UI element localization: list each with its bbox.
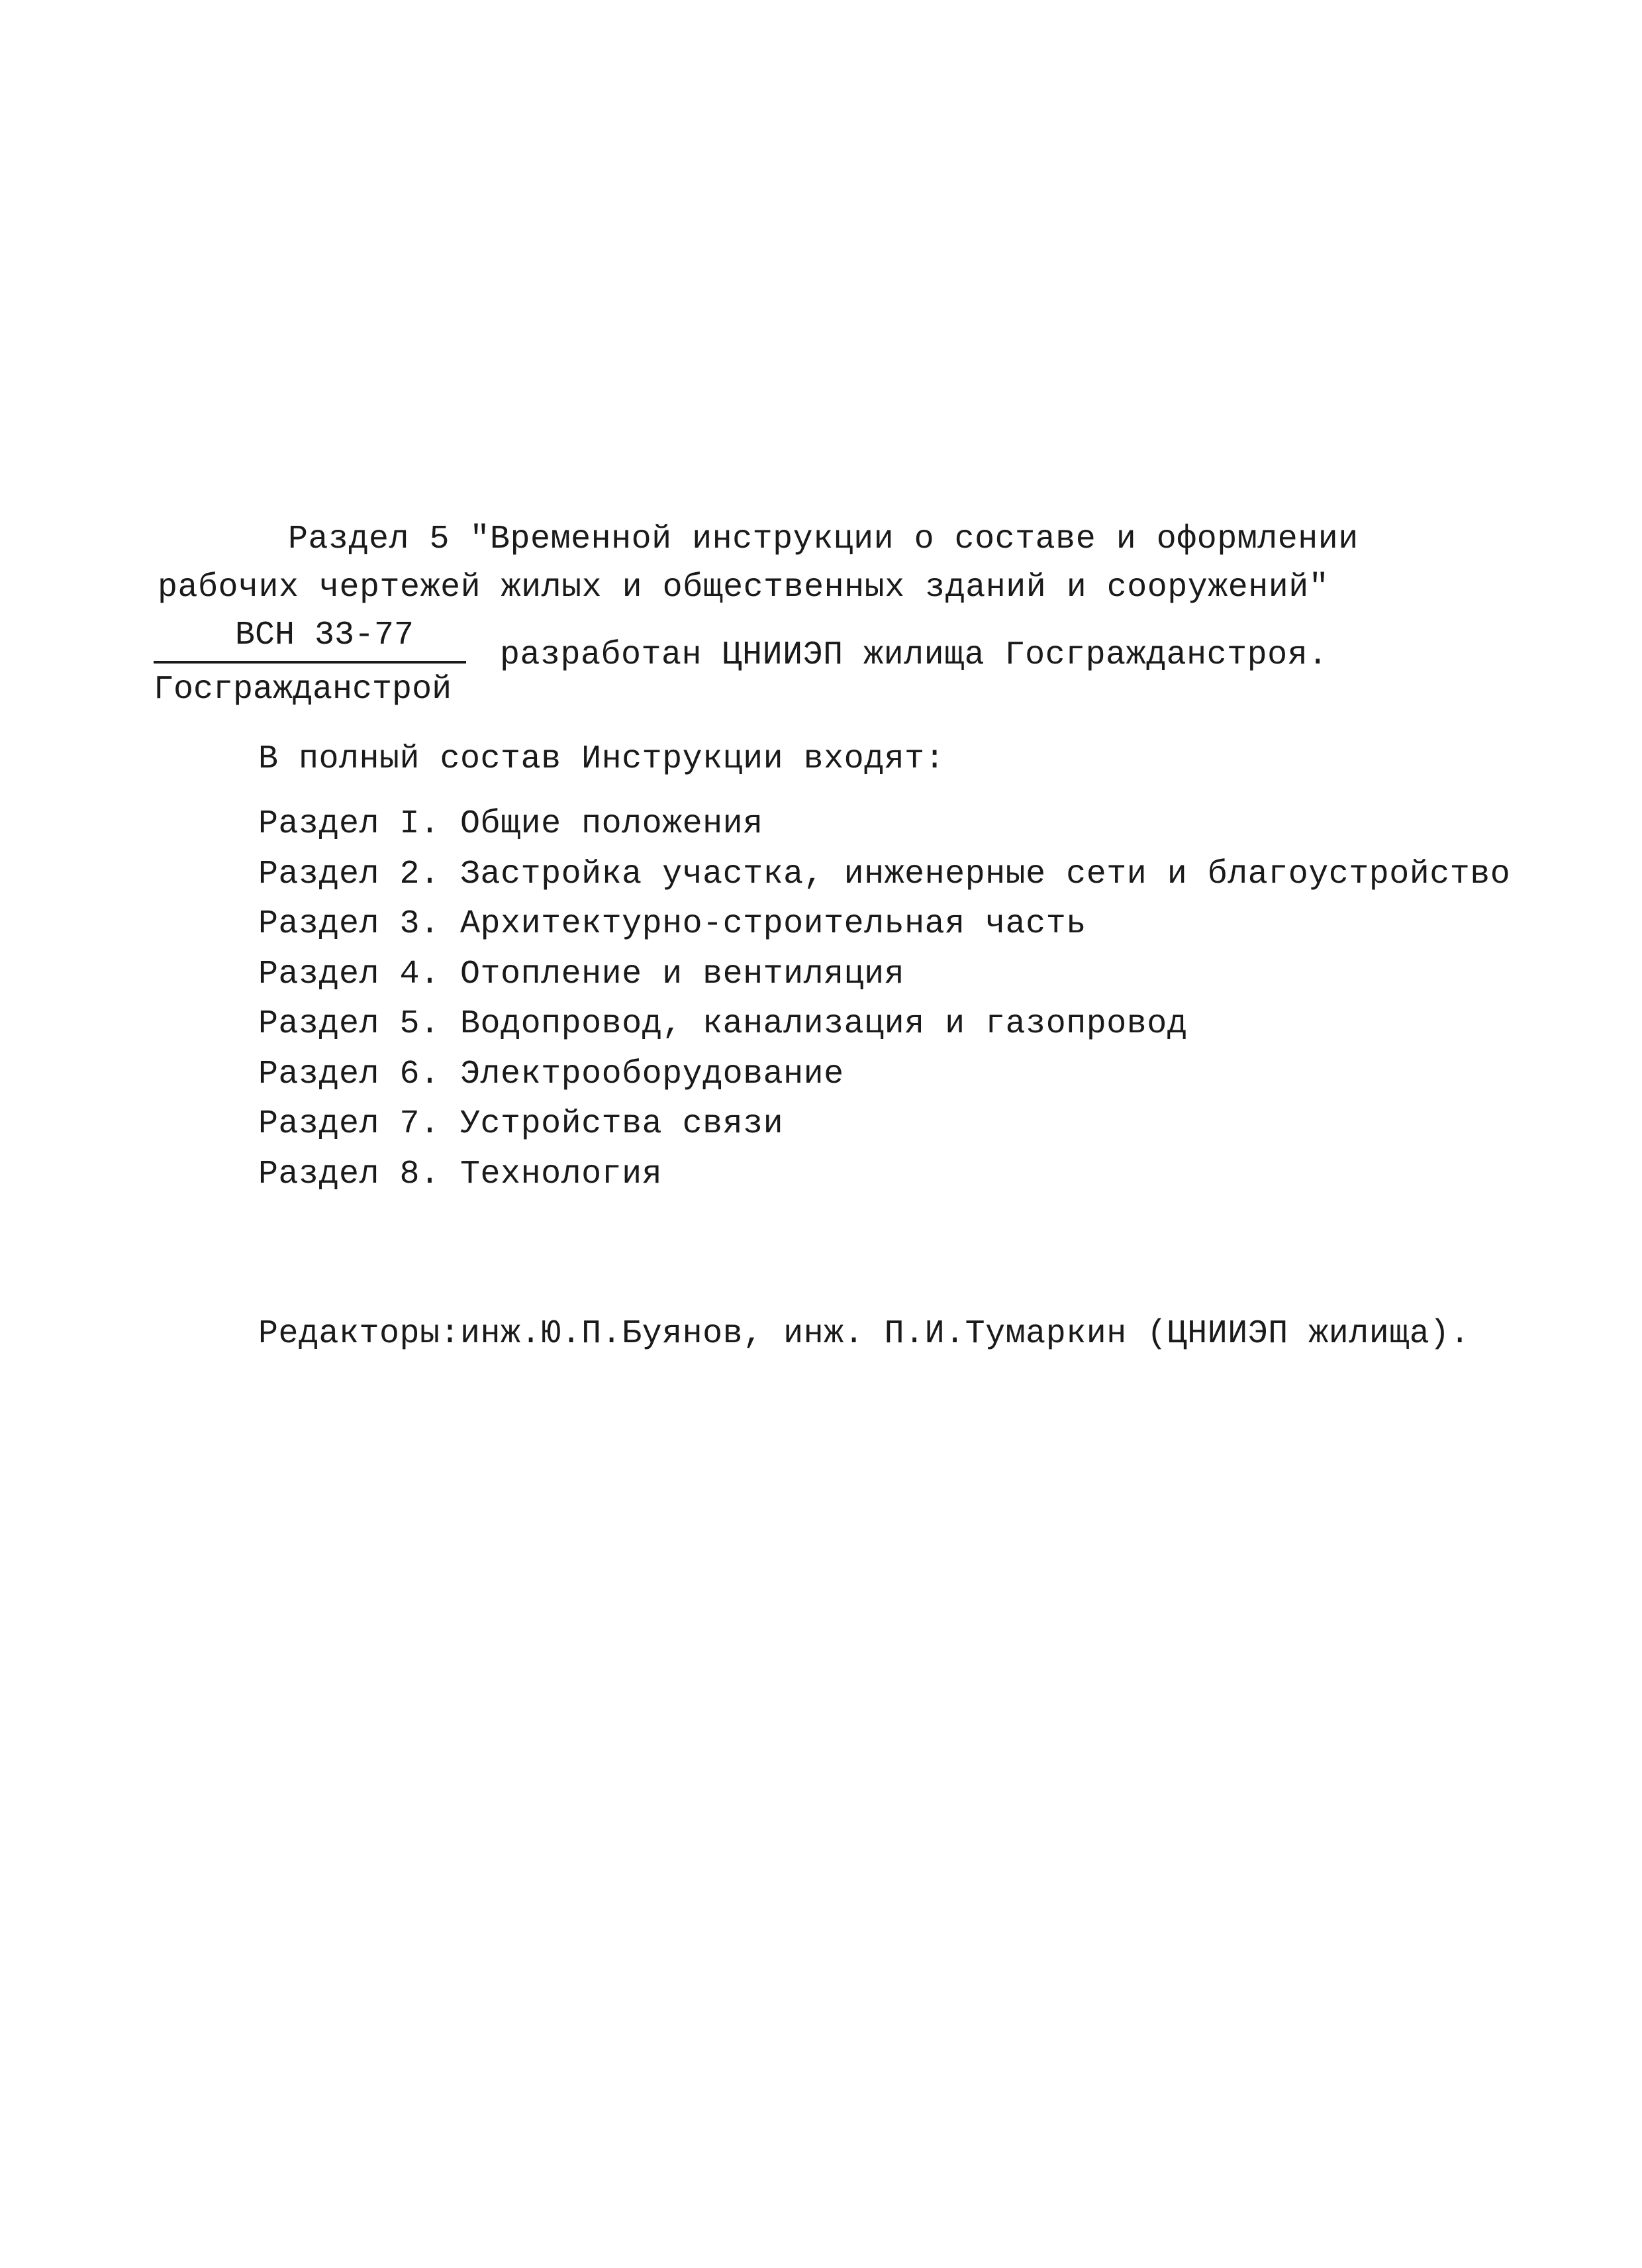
developed-by-text: разработан ЦНИИЭП жилища Госгражданстроя. xyxy=(500,636,1328,674)
sections-list xyxy=(258,799,1510,1199)
section-item: Раздел I. Общие положения xyxy=(258,805,763,843)
code-denominator: Госгражданстрой xyxy=(154,671,452,709)
fraction-rule xyxy=(154,661,466,664)
section-item: Раздел 6. Электрооборудование xyxy=(258,1055,844,1093)
intro-line-2: рабочих чертежей жилых и общественных зданий и сооружений" xyxy=(158,569,1329,607)
composition-title: В полный состав Инструкции входят: xyxy=(258,740,945,778)
section-item: Раздел 4. Отопление и вентиляция xyxy=(258,955,905,993)
intro-line-1: Раздел 5 "Временной инструкции о составе и оформлении xyxy=(288,520,1359,558)
section-item: Раздел 2. Застройка участка, инженерные сети и благоустройство xyxy=(258,855,1511,893)
editors-text: Редакторы:инж.Ю.П.Буянов, инж. П.И.Тумаркин (ЦНИИЭП жилища). xyxy=(258,1315,1471,1353)
section-item: Раздел 8. Технология xyxy=(258,1155,663,1193)
section-item: Раздел 3. Архитектурно-строительная часть xyxy=(258,905,1087,943)
section-item: Раздел 5. Водопровод, канализация и газопровод xyxy=(258,1005,1188,1043)
code-numerator: ВСН 33-77 xyxy=(235,616,414,654)
section-item: Раздел 7. Устройства связи xyxy=(258,1105,784,1143)
